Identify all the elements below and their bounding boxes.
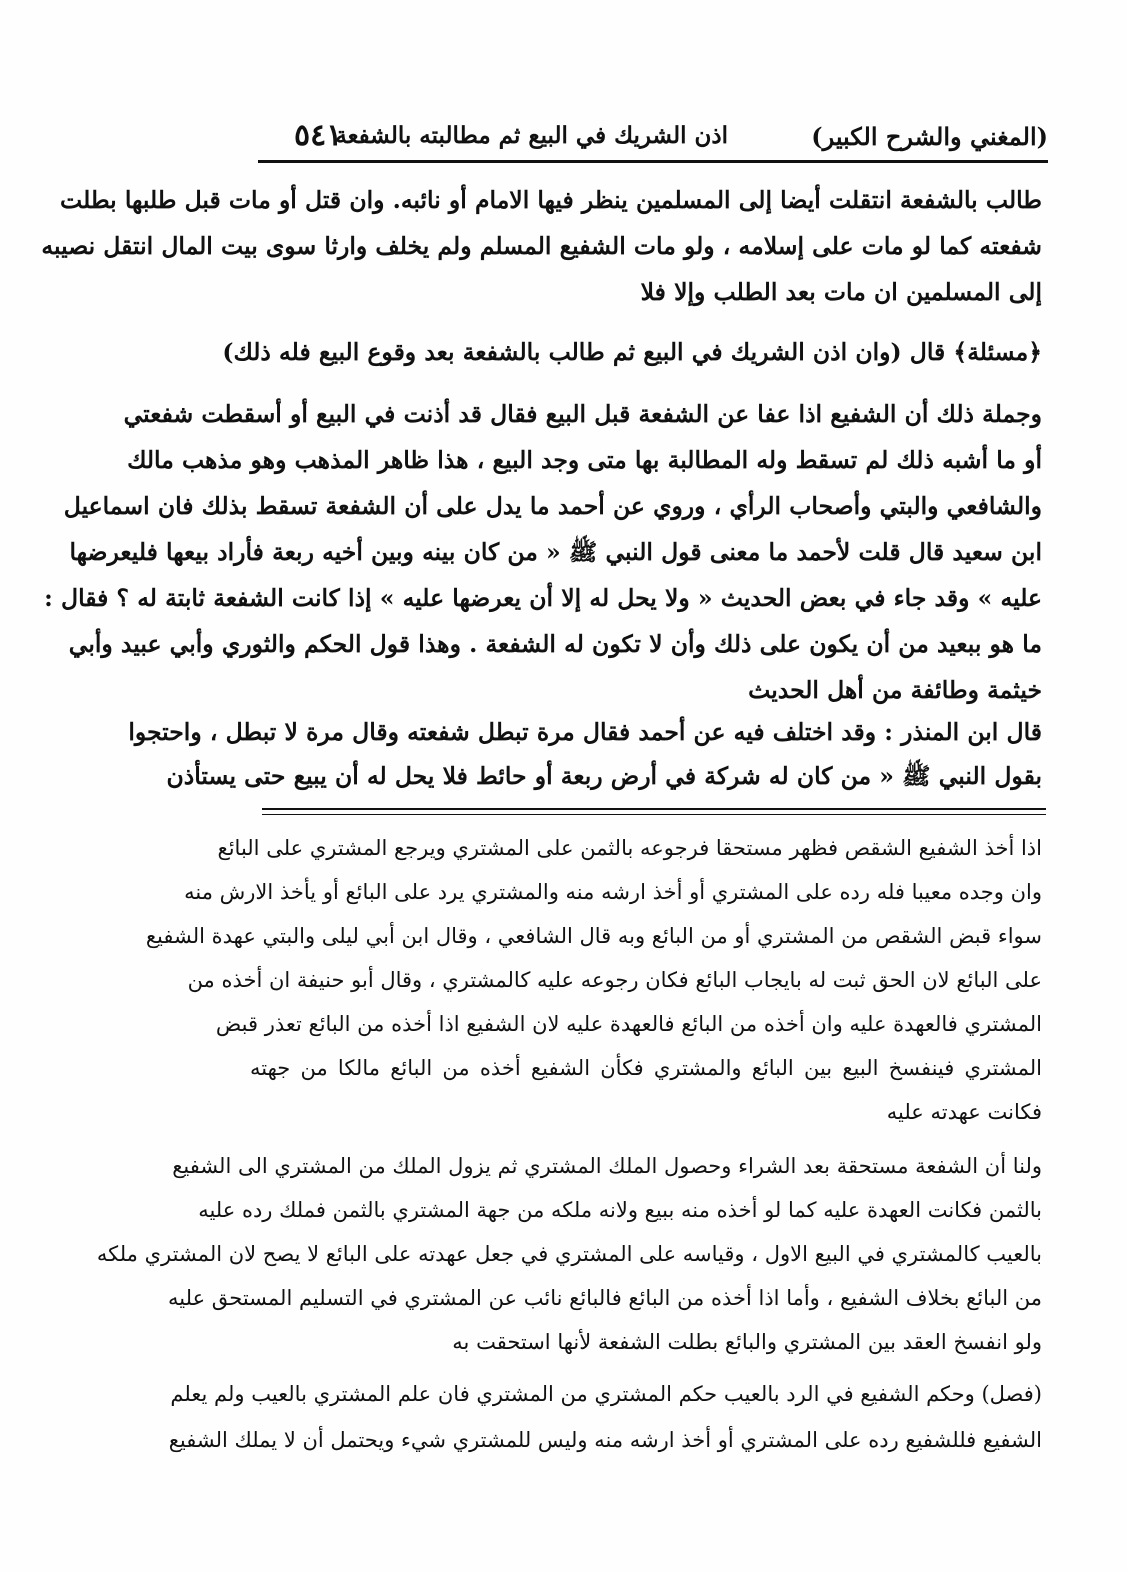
page-number: ٥٤١ (294, 118, 343, 153)
main-text-line: طالب بالشفعة انتقلت أيضا إلى المسلمين ينظر فيها الامام أو نائبه. وان قتل أو مات قبل طلبها بطلت (60, 186, 1042, 214)
section-title: اذن الشريك في البيع ثم مطالبته بالشفعة (335, 122, 728, 149)
commentary-line: وان وجده معيبا فله رده على المشتري أو أخذ ارشه منه والمشتري يرد على البائع أو يأخذ الارش منه (184, 880, 1042, 904)
section-divider (262, 814, 1046, 815)
main-text-line: وجملة ذلك أن الشفيع اذا عفا عن الشفعة قبل البيع فقال قد أذنت في البيع أو أسقطت شفعتي (123, 400, 1042, 428)
main-text-line: شفعته كما لو مات على إسلامه ، ولو مات الشفيع المسلم ولم يخلف وارثا سوى بيت المال انتقل نصيبه (41, 232, 1042, 260)
main-text (41, 177, 1042, 797)
commentary-line: بالثمن فكانت العهدة عليه كما لو أخذه منه ببيع ولانه ملكه من جهة المشتري بالثمن فملك رده عليه (198, 1198, 1042, 1222)
issue-heading: ﴿مسئلة﴾ قال (وان اذن الشريك في البيع ثم طالب بالشفعة بعد وقوع البيع فله ذلك) (222, 338, 1042, 366)
commentary-line: سواء قبض الشقص من المشتري أو من البائع وبه قال الشافعي ، وقال ابن أبي ليلى والبتي عهدة الشفيع (145, 924, 1042, 948)
main-text-line: ابن سعيد قال قلت لأحمد ما معنى قول النبي ﷺ « من كان بينه وبين أخيه ربعة فأراد بيعها فليعرضها (69, 538, 1042, 566)
commentary-line: بالعيب كالمشتري في البيع الاول ، وقياسه على المشتري في جعل عهدته على البائع لا يصح لان المشتري ملكه (96, 1242, 1042, 1266)
main-text-line: والشافعي والبتي وأصحاب الرأي ، وروي عن أحمد ما يدل على أن الشفعة تسقط بذلك فان اسماعيل (63, 492, 1042, 520)
commentary-line: المشتري فالعهدة عليه وان أخذه من البائع فالعهدة عليه لان الشفيع اذا أخذه من البائع تعذر قبض (215, 1012, 1042, 1036)
commentary-line: ولو انفسخ العقد بين المشتري والبائع بطلت الشفعة لأنها استحقت به (452, 1330, 1042, 1354)
main-text-line: أو ما أشبه ذلك لم تسقط وله المطالبة بها متى وجد البيع ، هذا ظاهر المذهب وهو مذهب مالك (127, 446, 1042, 474)
main-text-line: عليه » وقد جاء في بعض الحديث « ولا يحل له إلا أن يعرضها عليه » إذا كانت الشفعة ثابتة له ؟ فقال : (44, 584, 1042, 612)
commentary-line: المشتري فينفسخ البيع بين البائع والمشتري فكأن الشفيع أخذه من البائع مالكا من جهته (250, 1056, 1042, 1080)
main-text-line: خيثمة وطائفة من أهل الحديث (748, 676, 1042, 704)
commentary-line: ولنا أن الشفعة مستحقة بعد الشراء وحصول الملك المشتري ثم يزول الملك من المشتري الى الشفيع (172, 1154, 1042, 1178)
main-text-line: قال ابن المنذر : وقد اختلف فيه عن أحمد فقال مرة تبطل شفعته وقال مرة لا تبطل ، واحتجوا (128, 718, 1042, 746)
commentary-text (96, 826, 1042, 1476)
commentary-line: (فصل) وحكم الشفيع في الرد بالعيب حكم المشتري من المشتري فان علم المشتري بالعيب ولم يعلم (170, 1382, 1042, 1406)
commentary-line: على البائع لان الحق ثبت له بايجاب البائع فكان رجوعه عليه كالمشتري ، وقال أبو حنيفة ان أخذه من (187, 968, 1042, 992)
running-header (258, 118, 1048, 158)
commentary-line: من البائع بخلاف الشفيع ، وأما اذا أخذه من البائع فالبائع نائب عن المشتري في التسليم المستحق عليه (168, 1286, 1042, 1310)
main-text-line: ما هو ببعيد من أن يكون على ذلك وأن لا تكون له الشفعة . وهذا قول الحكم والثوري وأبي عبيد وأبي (68, 630, 1042, 658)
commentary-line: اذا أخذ الشفيع الشقص فظهر مستحقا فرجوعه بالثمن على المشتري ويرجع المشتري على البائع (217, 836, 1042, 860)
commentary-line: الشفيع فللشفيع رده على المشتري أو أخذ ارشه منه وليس للمشتري شيء ويحتمل أن لا يملك الشفيع (168, 1428, 1042, 1452)
main-text-line: إلى المسلمين ان مات بعد الطلب وإلا فلا (640, 278, 1042, 306)
header-rule (258, 160, 1048, 163)
main-text-line: بقول النبي ﷺ « من كان له شركة في أرض ربعة أو حائط فلا يحل له أن يبيع حتى يستأذن (166, 762, 1042, 790)
commentary-line: فكانت عهدته عليه (886, 1100, 1042, 1124)
section-divider (262, 808, 1046, 810)
book-title: (المغني والشرح الكبير) (811, 122, 1048, 151)
